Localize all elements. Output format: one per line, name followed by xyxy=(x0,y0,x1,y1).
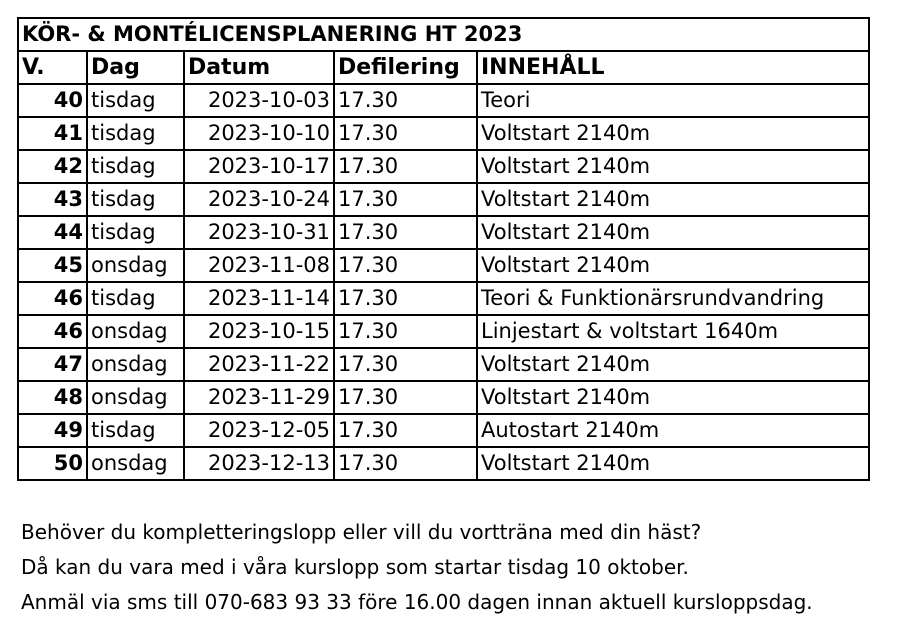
day-cell: tisdag xyxy=(87,150,184,183)
defilering-cell: 17.30 xyxy=(334,447,477,480)
week-cell: 47 xyxy=(18,348,87,381)
day-cell: tisdag xyxy=(87,183,184,216)
defilering-cell: 17.30 xyxy=(334,117,477,150)
content-cell: Voltstart 2140m xyxy=(477,216,869,249)
content-cell: Voltstart 2140m xyxy=(477,183,869,216)
week-cell: 46 xyxy=(18,282,87,315)
defilering-cell: 17.30 xyxy=(334,282,477,315)
table-row xyxy=(18,447,869,480)
schedule-sheet xyxy=(17,17,868,481)
week-cell: 49 xyxy=(18,414,87,447)
table-row xyxy=(18,183,869,216)
defilering-cell: 17.30 xyxy=(334,150,477,183)
notes-section xyxy=(21,515,901,620)
content-cell: Voltstart 2140m xyxy=(477,150,869,183)
content-cell: Voltstart 2140m xyxy=(477,381,869,414)
date-cell: 2023-12-05 xyxy=(184,414,334,447)
date-cell: 2023-10-17 xyxy=(184,150,334,183)
defilering-cell: 17.30 xyxy=(334,381,477,414)
note-line: Då kan du vara med i våra kurslopp som startar tisdag 10 oktober. xyxy=(21,555,689,579)
column-header-week: V. xyxy=(18,51,87,84)
schedule-table xyxy=(17,17,870,481)
week-cell: 40 xyxy=(18,84,87,117)
day-cell: tisdag xyxy=(87,117,184,150)
content-cell: Linjestart & voltstart 1640m xyxy=(477,315,869,348)
date-cell: 2023-11-08 xyxy=(184,249,334,282)
content-cell: Autostart 2140m xyxy=(477,414,869,447)
content-cell: Teori xyxy=(477,84,869,117)
date-cell: 2023-10-24 xyxy=(184,183,334,216)
column-header-date: Datum xyxy=(184,51,334,84)
column-header-content: INNEHÅLL xyxy=(477,51,869,84)
defilering-cell: 17.30 xyxy=(334,249,477,282)
week-cell: 50 xyxy=(18,447,87,480)
week-cell: 48 xyxy=(18,381,87,414)
note-line: Behöver du kompletteringslopp eller vill du vortträna med din häst? xyxy=(21,520,702,544)
week-cell: 45 xyxy=(18,249,87,282)
date-cell: 2023-10-15 xyxy=(184,315,334,348)
table-row xyxy=(18,381,869,414)
day-cell: onsdag xyxy=(87,447,184,480)
week-cell: 41 xyxy=(18,117,87,150)
defilering-cell: 17.30 xyxy=(334,216,477,249)
day-cell: tisdag xyxy=(87,282,184,315)
content-cell: Voltstart 2140m xyxy=(477,447,869,480)
day-cell: onsdag xyxy=(87,381,184,414)
defilering-cell: 17.30 xyxy=(334,414,477,447)
date-cell: 2023-11-29 xyxy=(184,381,334,414)
note-line: Anmäl via sms till 070-683 93 33 före 16.00 dagen innan aktuell kursloppsdag. xyxy=(21,590,813,614)
day-cell: tisdag xyxy=(87,414,184,447)
page-title: KÖR- & MONTÉLICENSPLANERING HT 2023 xyxy=(18,18,869,51)
week-cell: 43 xyxy=(18,183,87,216)
date-cell: 2023-10-03 xyxy=(184,84,334,117)
table-row xyxy=(18,282,869,315)
table-row xyxy=(18,216,869,249)
column-header-day: Dag xyxy=(87,51,184,84)
date-cell: 2023-10-10 xyxy=(184,117,334,150)
content-cell: Voltstart 2140m xyxy=(477,249,869,282)
content-cell: Teori & Funktionärsrundvandring xyxy=(477,282,869,315)
date-cell: 2023-10-31 xyxy=(184,216,334,249)
week-cell: 42 xyxy=(18,150,87,183)
day-cell: tisdag xyxy=(87,216,184,249)
day-cell: tisdag xyxy=(87,84,184,117)
date-cell: 2023-11-22 xyxy=(184,348,334,381)
table-row xyxy=(18,150,869,183)
content-cell: Voltstart 2140m xyxy=(477,348,869,381)
defilering-cell: 17.30 xyxy=(334,183,477,216)
date-cell: 2023-12-13 xyxy=(184,447,334,480)
week-cell: 46 xyxy=(18,315,87,348)
header-row xyxy=(18,51,869,84)
content-cell: Voltstart 2140m xyxy=(477,117,869,150)
table-row xyxy=(18,414,869,447)
date-cell: 2023-11-14 xyxy=(184,282,334,315)
table-row xyxy=(18,84,869,117)
day-cell: onsdag xyxy=(87,315,184,348)
table-row xyxy=(18,315,869,348)
week-cell: 44 xyxy=(18,216,87,249)
title-row xyxy=(18,18,869,51)
defilering-cell: 17.30 xyxy=(334,84,477,117)
day-cell: onsdag xyxy=(87,348,184,381)
defilering-cell: 17.30 xyxy=(334,315,477,348)
table-row xyxy=(18,117,869,150)
defilering-cell: 17.30 xyxy=(334,348,477,381)
column-header-defilering: Defilering xyxy=(334,51,477,84)
day-cell: onsdag xyxy=(87,249,184,282)
table-row xyxy=(18,249,869,282)
table-row xyxy=(18,348,869,381)
